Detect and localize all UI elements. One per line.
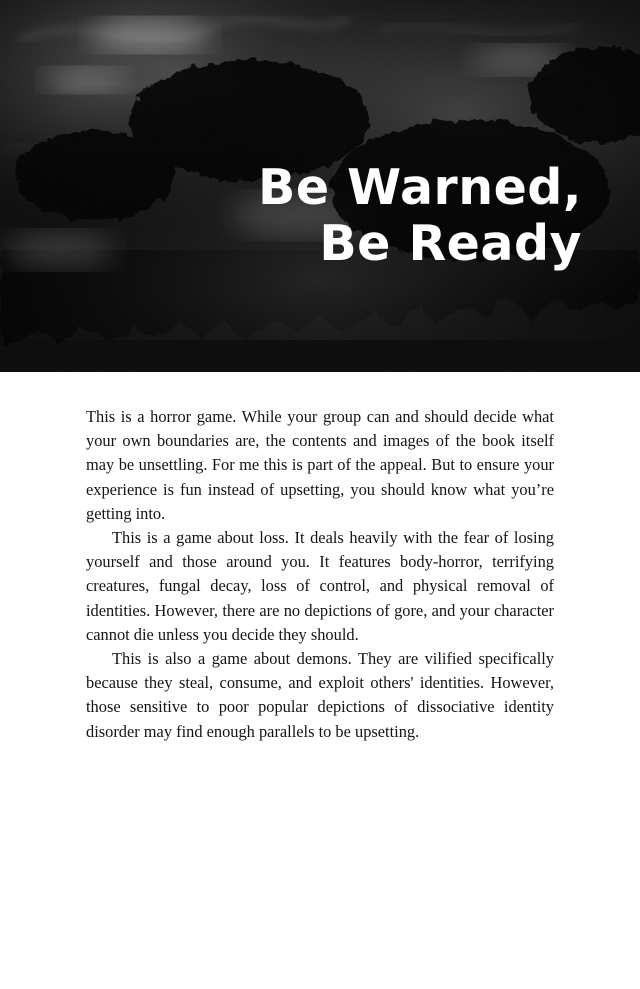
- ink-splatter-illustration: [0, 0, 640, 372]
- paragraph-1: This is a horror game. While your group can and should decide what your own boundaries are, the contents and images of the book itself may be unsettling. For me this is part of the appeal. But to ensure your experience is fun instead of upsetting, you should know what you’re getting into.: [86, 407, 554, 523]
- paragraph-2: This is a game about loss. It deals heavily with the fear of losing yourself and those around you. It features body-horror, terrifying creatures, fungal decay, loss of control, and physical removal of identities. However, there are no depictions of gore, and your character cannot die unless you decide they should.: [86, 528, 554, 644]
- page-title-line-1: Be Warned,: [258, 159, 582, 216]
- grain-overlay: [0, 0, 640, 345]
- paragraph-3: This is also a game about demons. They are vilified specifically because they steal, consume, and exploit others' identities. However, those sensitive to poor popular depictions of dissociative identity disorder may find enough parallels to be upsetting.: [86, 649, 554, 741]
- page-title-line-2: Be Ready: [319, 215, 582, 272]
- header-ink-wash-artwork: [0, 0, 640, 372]
- ink-droplets: [32, 344, 622, 372]
- body-copy: [86, 405, 554, 744]
